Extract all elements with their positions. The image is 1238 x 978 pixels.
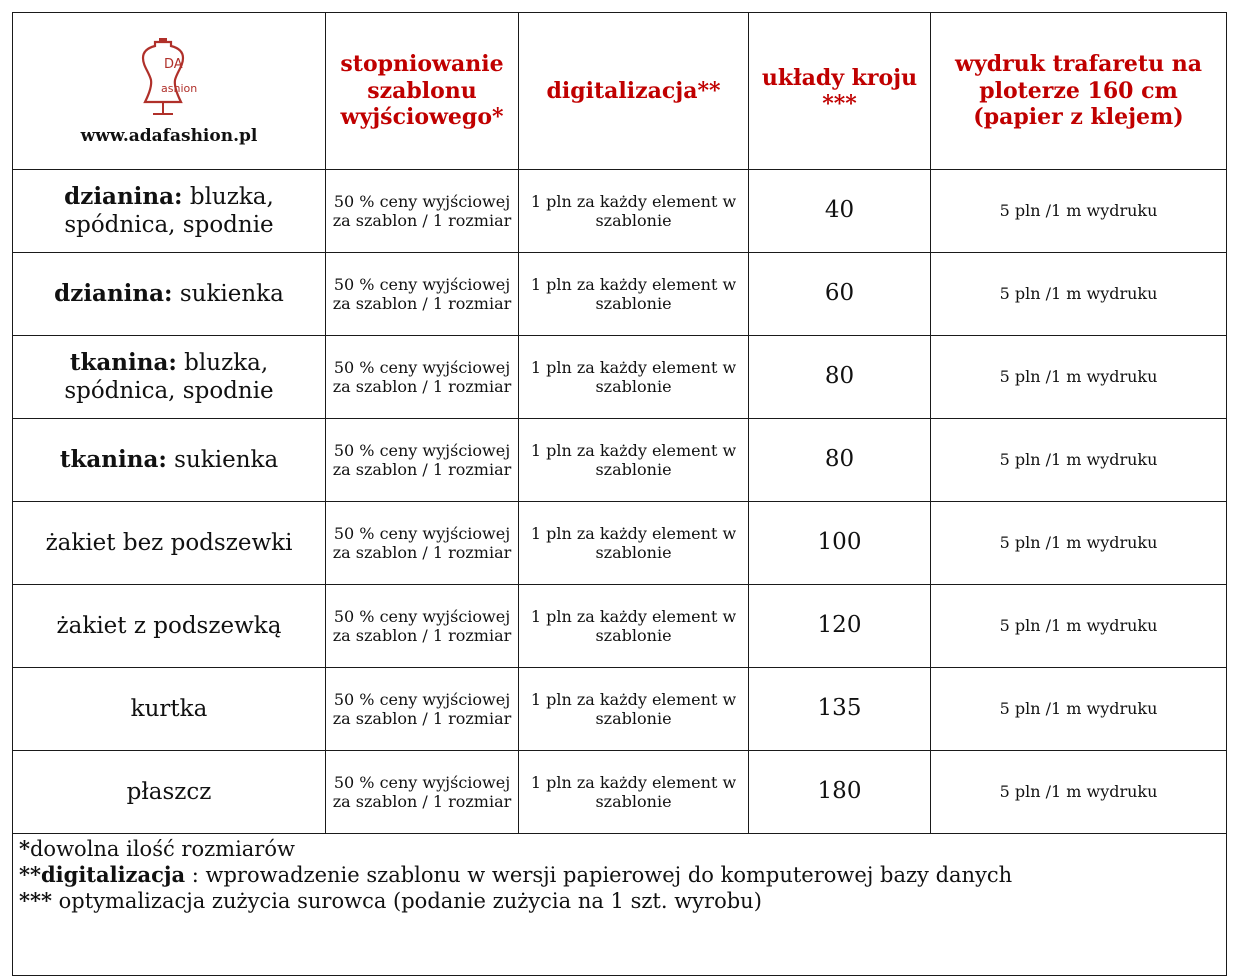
digitization-cell: 1 pln za każdy element w szablonie xyxy=(519,419,749,502)
svg-text:ashion: ashion xyxy=(161,81,198,95)
footnote-2: **digitalizacja : wprowadzenie szablonu w wersji papierowej do komputerowej bazy danych xyxy=(19,862,1013,888)
plotter-cell: 5 pln /1 m wydruku xyxy=(931,668,1227,751)
svg-text:DA: DA xyxy=(164,56,183,72)
plotter-cell: 5 pln /1 m wydruku xyxy=(931,585,1227,668)
price-table xyxy=(12,12,1227,976)
table-row xyxy=(13,336,1227,419)
table-row xyxy=(13,585,1227,668)
layouts-cell: 80 xyxy=(749,419,931,502)
footnotes-cell xyxy=(13,834,1227,976)
footnote-3: *** optymalizacja zużycia surowca (podanie zużycia na 1 szt. wyrobu) xyxy=(19,888,762,914)
header-plotter: wydruk trafaretu na ploterze 160 cm (papier z klejem) xyxy=(931,13,1227,170)
logo-cell xyxy=(13,13,326,170)
grading-cell: 50 % ceny wyjściowej za szablon / 1 rozmiar xyxy=(326,585,519,668)
dress-form-logo xyxy=(121,36,217,116)
layouts-cell: 60 xyxy=(749,253,931,336)
table-row xyxy=(13,419,1227,502)
table-row xyxy=(13,502,1227,585)
table-row xyxy=(13,253,1227,336)
header-digitization: digitalizacja** xyxy=(519,13,749,170)
table-row xyxy=(13,751,1227,834)
header-row xyxy=(13,13,1227,170)
footnotes-row xyxy=(13,834,1227,976)
digitization-cell: 1 pln za każdy element w szablonie xyxy=(519,751,749,834)
product-cell: tkanina: bluzka, spódnica, spodnie xyxy=(13,336,326,419)
grading-cell: 50 % ceny wyjściowej za szablon / 1 rozmiar xyxy=(326,419,519,502)
digitization-cell: 1 pln za każdy element w szablonie xyxy=(519,585,749,668)
plotter-cell: 5 pln /1 m wydruku xyxy=(931,253,1227,336)
table-row xyxy=(13,668,1227,751)
header-layouts: układy kroju *** xyxy=(749,13,931,170)
digitization-cell: 1 pln za każdy element w szablonie xyxy=(519,253,749,336)
product-cell: kurtka xyxy=(13,668,326,751)
plotter-cell: 5 pln /1 m wydruku xyxy=(931,419,1227,502)
digitization-cell: 1 pln za każdy element w szablonie xyxy=(519,668,749,751)
digitization-cell: 1 pln za każdy element w szablonie xyxy=(519,502,749,585)
grading-cell: 50 % ceny wyjściowej za szablon / 1 rozmiar xyxy=(326,502,519,585)
plotter-cell: 5 pln /1 m wydruku xyxy=(931,502,1227,585)
grading-cell: 50 % ceny wyjściowej za szablon / 1 rozmiar xyxy=(326,170,519,253)
layouts-cell: 100 xyxy=(749,502,931,585)
product-cell: dzianina: sukienka xyxy=(13,253,326,336)
product-cell: dzianina: bluzka, spódnica, spodnie xyxy=(13,170,326,253)
digitization-cell: 1 pln za każdy element w szablonie xyxy=(519,170,749,253)
table-row xyxy=(13,170,1227,253)
product-cell: żakiet z podszewką xyxy=(13,585,326,668)
grading-cell: 50 % ceny wyjściowej za szablon / 1 rozmiar xyxy=(326,751,519,834)
header-grading: stopniowanie szablonu wyjściowego* xyxy=(326,13,519,170)
digitization-cell: 1 pln za każdy element w szablonie xyxy=(519,336,749,419)
layouts-cell: 80 xyxy=(749,336,931,419)
plotter-cell: 5 pln /1 m wydruku xyxy=(931,751,1227,834)
plotter-cell: 5 pln /1 m wydruku xyxy=(931,336,1227,419)
product-cell: żakiet bez podszewki xyxy=(13,502,326,585)
grading-cell: 50 % ceny wyjściowej za szablon / 1 rozmiar xyxy=(326,253,519,336)
layouts-cell: 135 xyxy=(749,668,931,751)
layouts-cell: 180 xyxy=(749,751,931,834)
layouts-cell: 40 xyxy=(749,170,931,253)
product-cell: płaszcz xyxy=(13,751,326,834)
footnote-1: *dowolna ilość rozmiarów xyxy=(19,836,295,861)
grading-cell: 50 % ceny wyjściowej za szablon / 1 rozmiar xyxy=(326,668,519,751)
layouts-cell: 120 xyxy=(749,585,931,668)
website-url: www.adafashion.pl xyxy=(80,125,258,146)
grading-cell: 50 % ceny wyjściowej za szablon / 1 rozmiar xyxy=(326,336,519,419)
product-cell: tkanina: sukienka xyxy=(13,419,326,502)
plotter-cell: 5 pln /1 m wydruku xyxy=(931,170,1227,253)
